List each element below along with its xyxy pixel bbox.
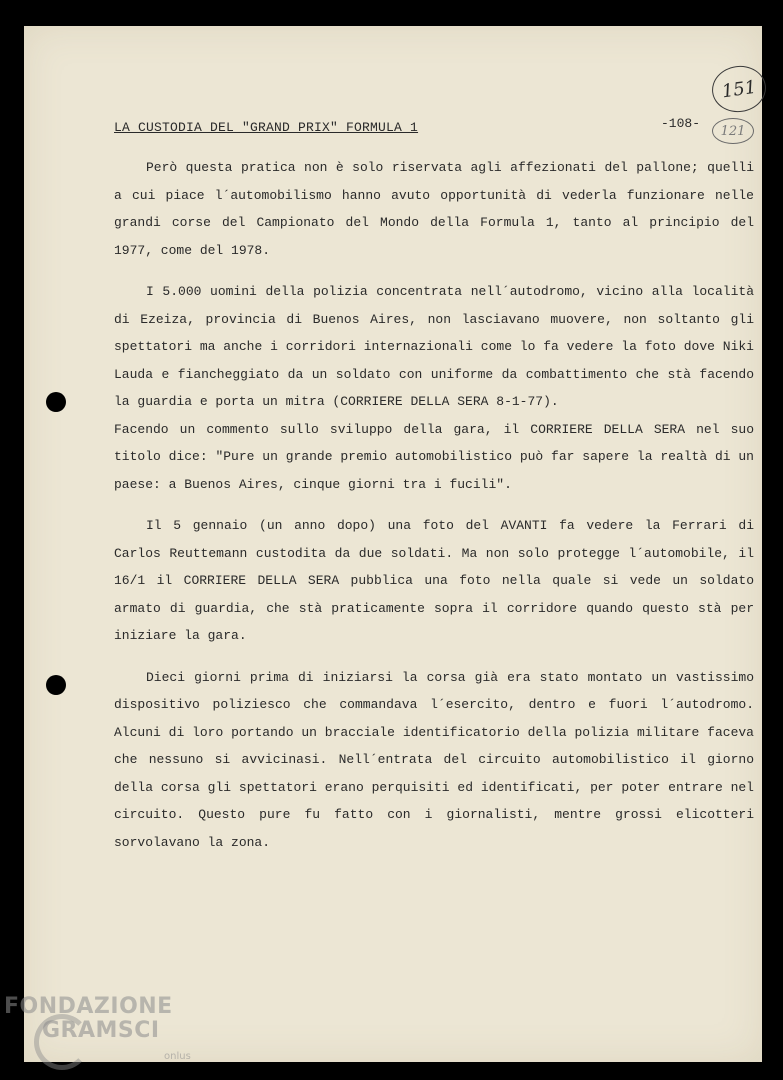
punch-hole-top (46, 392, 66, 412)
watermark-suffix: onlus (164, 1051, 191, 1062)
archive-number-crossed: 121 (712, 118, 754, 144)
watermark-logo-icon (34, 1014, 90, 1070)
document-page (24, 26, 762, 1062)
paragraph-3: Facendo un commento sullo sviluppo della gara, il CORRIERE DELLA SERA nel suo titolo dice: "Pure un grande premio automobilistico può far sapere la realtà di un paese: a Buenos Aires, cinque giorni tra i fucili". (114, 421, 754, 492)
punch-hole-bottom (46, 675, 66, 695)
document-body (114, 154, 754, 870)
watermark-line2: GRAMSCI (42, 1018, 160, 1043)
paragraph-5: Dieci giorni prima di iniziarsi la corsa già era stato montato un vastissimo dispositivo poliziesco che commandava l´esercito, dentro e fuori l´autodromo. Alcuni di loro portando un bracciale identificatorio della polizia militare faceva che nessuno si avvicinasi. Nell´entrata del circuito automobilistico il giorno della corsa gli spettatori erano perquisiti ed identificati, per poter entrare nel circuito. Questo pure fu fatto con i giornalisti, mentre grossi elicotteri sorvolavano la zona. (114, 669, 754, 850)
archive-watermark (4, 994, 191, 1062)
archive-number-stamp: 151 (709, 62, 769, 115)
watermark-line1: FONDAZIONE (4, 994, 173, 1019)
paragraph-2: I 5.000 uomini della polizia concentrata nell´autodromo, vicino alla località di Ezeiza, provincia di Buenos Aires, non lasciavano muovere, non soltanto gli spettatori ma anche i corridori internazionali come lo fa vedere la foto dove Niki Lauda e fiancheggiato da un soldato con uniforme da combattimento che stà facendo la guardia e porta un mitra (CORRIERE DELLA SERA 8-1-77). (114, 284, 754, 409)
page-number: -108- (661, 116, 701, 131)
paragraph-4: Il 5 gennaio (un anno dopo) una foto del AVANTI fa vedere la Ferrari di Carlos Reuttemann custodita da due soldati. Ma non solo protegge l´automobile, il 16/1 il CORRIERE DELLA SERA pubblica una foto nella quale si vede un soldato armato di guardia, che stà praticamente sopra il corridore quando questo stà per iniziare la gara. (114, 518, 754, 643)
document-title: LA CUSTODIA DEL "GRAND PRIX" FORMULA 1 (114, 120, 419, 135)
paragraph-1: Però questa pratica non è solo riservata agli affezionati del pallone; quelli a cui piace l´automobilismo hanno avuto opportunità di vederla funzionare nelle grandi corse del Campionato del Mondo della Formula 1, tanto al principio del 1977, come del 1978. (114, 160, 754, 258)
